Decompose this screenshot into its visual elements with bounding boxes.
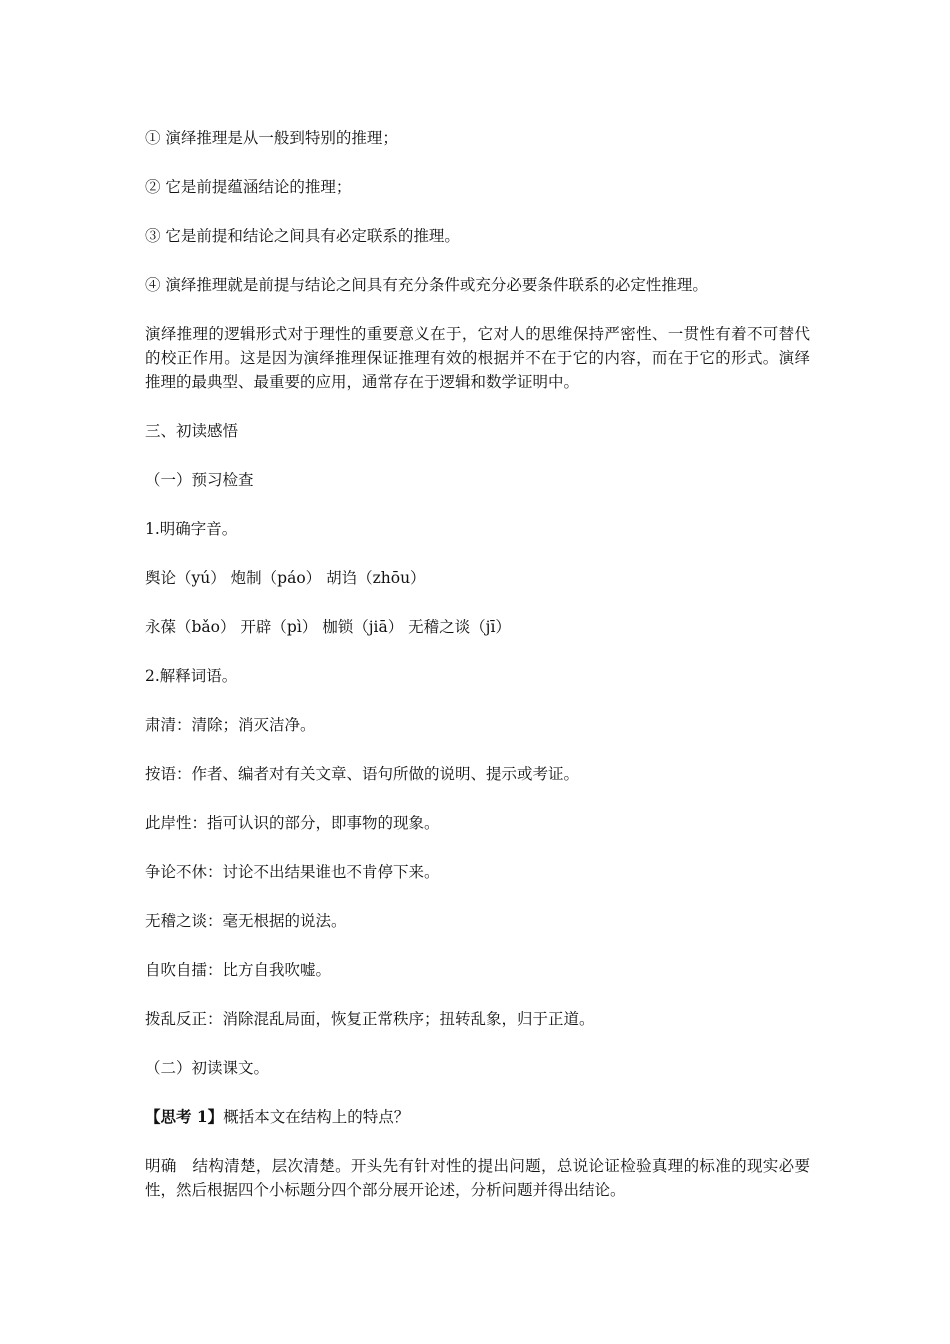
definition-5: 无稽之谈：毫无根据的说法。 [145, 912, 347, 930]
thinking-label: 【思考 1】 [145, 1107, 224, 1126]
point-1: ① 演绎推理是从一般到特别的推理； [145, 129, 398, 147]
definition-3: 此岸性：指可认识的部分，即事物的现象。 [145, 814, 440, 832]
thinking-question [145, 1105, 810, 1129]
point-4: ④ 演绎推理就是前提与结论之间具有充分条件或充分必要条件联系的必定性推理。 [145, 276, 708, 294]
section-heading: 三、初读感悟 [145, 422, 239, 440]
thinking-question-text: 概括本文在结构上的特点？ [223, 1108, 410, 1126]
subsection-heading-1: （一）预习检查 [145, 471, 254, 489]
item-1-title: 1.明确字音。 [145, 520, 238, 538]
subsection-heading-2: （二）初读课文。 [145, 1059, 270, 1077]
pinyin-line-2: 永葆（bǎo） 开辟（pì） 枷锁（jiā） 无稽之谈（jī） [145, 618, 511, 636]
definition-6: 自吹自擂：比方自我吹嘘。 [145, 961, 332, 979]
summary-paragraph: 演绎推理的逻辑形式对于理性的重要意义在于，它对人的思维保持严密性、一贯性有着不可替代的校正作用。这是因为演绎推理保证推理有效的根据并不在于它的内容，而在于它的形式。演绎推理的最典型、最重要的应用，通常存在于逻辑和数学证明中。 [145, 325, 810, 391]
definition-1: 肃清：清除；消灭洁净。 [145, 716, 316, 734]
definition-4: 争论不休：讨论不出结果谁也不肯停下来。 [145, 863, 440, 881]
answer-paragraph: 明确 结构清楚，层次清楚。开头先有针对性的提出问题，总说论证检验真理的标准的现实必要性，然后根据四个小标题分四个部分展开论述，分析问题并得出结论。 [145, 1157, 810, 1199]
point-2: ② 它是前提蕴涵结论的推理； [145, 178, 352, 196]
pinyin-line-1: 舆论（yú） 炮制（páo） 胡诌（zhōu） [145, 569, 426, 587]
point-3: ③ 它是前提和结论之间具有必定联系的推理。 [145, 227, 460, 245]
document-body [145, 126, 810, 1227]
item-2-title: 2.解释词语。 [145, 667, 238, 685]
definition-7: 拨乱反正：消除混乱局面，恢复正常秩序；扭转乱象，归于正道。 [145, 1010, 595, 1028]
definition-2: 按语：作者、编者对有关文章、语句所做的说明、提示或考证。 [145, 765, 580, 783]
